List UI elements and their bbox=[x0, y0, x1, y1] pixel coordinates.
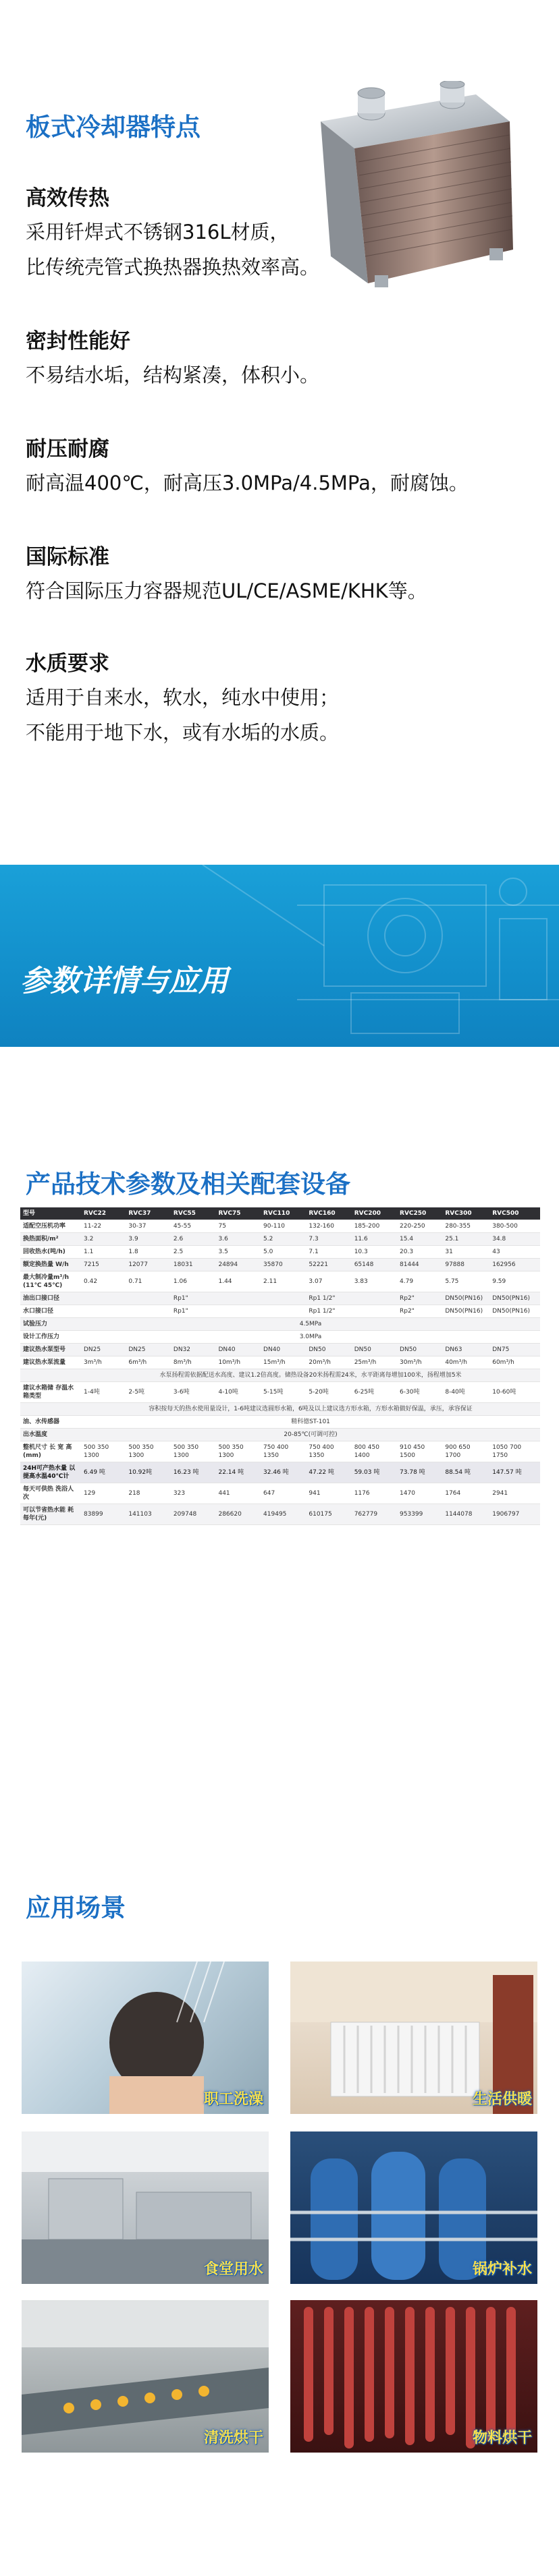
spec-cell: 7.3 bbox=[306, 1233, 351, 1246]
spec-cell: Rp2" bbox=[397, 1305, 442, 1318]
spec-cell: 5-15吨 bbox=[261, 1382, 306, 1403]
spec-cell: 25.1 bbox=[442, 1233, 489, 1246]
spec-cell: 精科德ST-101 bbox=[81, 1416, 540, 1429]
spec-cell: 8m³/h bbox=[171, 1356, 216, 1369]
spec-cell: DN50(PN16) bbox=[442, 1305, 489, 1318]
spec-cell: DN50 bbox=[397, 1344, 442, 1356]
spec-cell: 220-250 bbox=[397, 1220, 442, 1233]
spec-cell: DN75 bbox=[489, 1344, 540, 1356]
feature-heading-water-quality: 水质要求 bbox=[26, 652, 109, 676]
scene-label: 锅炉补水 bbox=[472, 2261, 532, 2278]
feature-text: 耐高温400℃，耐高压3.0MPa/4.5MPa，耐腐蚀。 bbox=[26, 471, 469, 494]
spec-cell: 88.54 吨 bbox=[442, 1462, 489, 1483]
spec-row-label: 24H可产热水量 以提高水温40℃计 bbox=[20, 1462, 81, 1483]
spec-cell: DN50(PN16) bbox=[442, 1292, 489, 1305]
spec-row bbox=[20, 1382, 540, 1403]
spec-cell: 910 450 1500 bbox=[397, 1441, 442, 1462]
feature-heading-standards: 国际标准 bbox=[26, 545, 109, 569]
spec-cell: 380-500 bbox=[489, 1220, 540, 1233]
spec-header-cell: RVC55 bbox=[171, 1207, 216, 1220]
spec-cell: 2941 bbox=[489, 1483, 540, 1504]
spec-cell: DN50(PN16) bbox=[489, 1305, 540, 1318]
spec-cell: 水泵扬程需依据配送水高度、建议1.2倍高度。储热设备20米扬程需24米，水平距离每增加100米，扬程增加5米 bbox=[81, 1369, 540, 1382]
spec-cell: 30m³/h bbox=[397, 1356, 442, 1369]
spec-cell: 500 350 1300 bbox=[171, 1441, 216, 1462]
spec-cell: 3.6 bbox=[215, 1233, 261, 1246]
spec-cell: 10m³/h bbox=[215, 1356, 261, 1369]
spec-row-label: 建议水箱储 存温水箱类型 bbox=[20, 1382, 81, 1403]
spec-cell bbox=[126, 1305, 171, 1318]
spec-cell: 1176 bbox=[352, 1483, 397, 1504]
spec-cell: 323 bbox=[171, 1483, 216, 1504]
spec-row-label: 每天可供热 洗浴人次 bbox=[20, 1483, 81, 1504]
spec-cell: 3.5 bbox=[215, 1246, 261, 1259]
spec-cell: 4.5MPa bbox=[81, 1318, 540, 1331]
spec-cell: 147.57 吨 bbox=[489, 1462, 540, 1483]
spec-cell: 3.2 bbox=[81, 1233, 126, 1246]
scene-washing bbox=[22, 2300, 269, 2453]
spec-cell: 11-22 bbox=[81, 1220, 126, 1233]
spec-cell: 25m³/h bbox=[352, 1356, 397, 1369]
spec-row-label: 出水温度 bbox=[20, 1429, 81, 1441]
spec-cell: 15m³/h bbox=[261, 1356, 306, 1369]
spec-row bbox=[20, 1344, 540, 1356]
feature-text: 符合国际压力容器规范UL/CE/ASME/KHK等。 bbox=[26, 579, 427, 602]
spec-cell: 3.9 bbox=[126, 1233, 171, 1246]
spec-cell: 16.23 吨 bbox=[171, 1462, 216, 1483]
feature-text: 不易结水垢，结构紧凑，体积小。 bbox=[26, 364, 320, 387]
features-title: 板式冷却器特点 bbox=[26, 113, 201, 142]
spec-cell: 610175 bbox=[306, 1504, 351, 1525]
spec-cell: DN40 bbox=[215, 1344, 261, 1356]
spec-cell: 32.46 吨 bbox=[261, 1462, 306, 1483]
spec-cell: Rp1 1/2" bbox=[306, 1292, 351, 1305]
spec-cell: 3-6吨 bbox=[171, 1382, 216, 1403]
spec-row-label: 油出口接口径 bbox=[20, 1292, 81, 1305]
spec-cell: 6.49 吨 bbox=[81, 1462, 126, 1483]
spec-cell: 3.07 bbox=[306, 1271, 351, 1292]
spec-cell: 40m³/h bbox=[442, 1356, 489, 1369]
feature-heading-pressure: 耐压耐腐 bbox=[26, 437, 109, 461]
spec-cell: 1.1 bbox=[81, 1246, 126, 1259]
spec-cell: 1.06 bbox=[171, 1271, 216, 1292]
spec-row-label: 建议热水泵流量 bbox=[20, 1356, 81, 1369]
spec-row bbox=[20, 1318, 540, 1331]
spec-cell: 45-55 bbox=[171, 1220, 216, 1233]
spec-header-cell: RVC200 bbox=[352, 1207, 397, 1220]
spec-cell: 10.92吨 bbox=[126, 1462, 171, 1483]
spec-cell: 6m³/h bbox=[126, 1356, 171, 1369]
spec-cell bbox=[261, 1305, 306, 1318]
spec-cell: 500 350 1300 bbox=[215, 1441, 261, 1462]
spec-header-cell: RVC160 bbox=[306, 1207, 351, 1220]
spec-cell: 419495 bbox=[261, 1504, 306, 1525]
spec-cell: 31 bbox=[442, 1246, 489, 1259]
spec-cell: 1.44 bbox=[215, 1271, 261, 1292]
spec-cell: 750 400 1350 bbox=[306, 1441, 351, 1462]
spec-cell: 5-20吨 bbox=[306, 1382, 351, 1403]
spec-cell: 20-85℃(可调可控) bbox=[81, 1429, 540, 1441]
spec-cell: 2.6 bbox=[171, 1233, 216, 1246]
spec-cell: Rp1" bbox=[171, 1292, 216, 1305]
spec-row-label: 额定换热量 W/h bbox=[20, 1259, 81, 1271]
spec-cell: DN25 bbox=[81, 1344, 126, 1356]
spec-cell: 59.03 吨 bbox=[352, 1462, 397, 1483]
spec-cell: 20m³/h bbox=[306, 1356, 351, 1369]
spec-cell: 容积按每天的热水使用量设计，1-6吨建议选圆形水箱，6吨及以上建议选方形水箱，方形水箱做好保温，承压，承容保证 bbox=[81, 1403, 540, 1416]
spec-row-label bbox=[20, 1403, 81, 1416]
applications-title: 应用场景 bbox=[26, 1893, 126, 1922]
spec-row bbox=[20, 1504, 540, 1525]
feature-text: 比传统壳管式换热器换热效率高。 bbox=[26, 256, 320, 279]
spec-row bbox=[20, 1416, 540, 1429]
spec-cell: 52221 bbox=[306, 1259, 351, 1271]
spec-row bbox=[20, 1483, 540, 1504]
spec-cell: 1-4吨 bbox=[81, 1382, 126, 1403]
spec-cell: 3.0MPa bbox=[81, 1331, 540, 1344]
plate-heat-exchanger-image bbox=[307, 81, 523, 297]
spec-cell: 0.42 bbox=[81, 1271, 126, 1292]
spec-cell: 2-5吨 bbox=[126, 1382, 171, 1403]
spec-cell: 15.4 bbox=[397, 1233, 442, 1246]
spec-row bbox=[20, 1292, 540, 1305]
spec-cell: 47.22 吨 bbox=[306, 1462, 351, 1483]
spec-cell: 11.6 bbox=[352, 1233, 397, 1246]
feature-heading-sealing: 密封性能好 bbox=[26, 329, 130, 353]
spec-cell: 900 650 1700 bbox=[442, 1441, 489, 1462]
spec-row-label: 水口接口径 bbox=[20, 1305, 81, 1318]
spec-row bbox=[20, 1259, 540, 1271]
spec-row-label: 油、水传感器 bbox=[20, 1416, 81, 1429]
spec-cell: DN40 bbox=[261, 1344, 306, 1356]
specs-title: 产品技术参数及相关配套设备 bbox=[26, 1170, 350, 1199]
spec-row-label: 设计工作压力 bbox=[20, 1331, 81, 1344]
spec-cell: 1144078 bbox=[442, 1504, 489, 1525]
spec-cell: 141103 bbox=[126, 1504, 171, 1525]
spec-cell: DN50(PN16) bbox=[489, 1292, 540, 1305]
spec-cell: 1470 bbox=[397, 1483, 442, 1504]
spec-cell bbox=[352, 1292, 397, 1305]
feature-text: 不能用于地下水，或有水垢的水质。 bbox=[26, 721, 340, 744]
spec-cell: 218 bbox=[126, 1483, 171, 1504]
scene-label: 生活供暖 bbox=[472, 2091, 532, 2108]
scene-label: 职工洗澡 bbox=[203, 2091, 263, 2108]
spec-cell: 4.79 bbox=[397, 1271, 442, 1292]
spec-cell: 83899 bbox=[81, 1504, 126, 1525]
spec-row bbox=[20, 1462, 540, 1483]
spec-cell: DN25 bbox=[126, 1344, 171, 1356]
spec-header-cell: RVC37 bbox=[126, 1207, 171, 1220]
spec-cell: 2.5 bbox=[171, 1246, 216, 1259]
spec-cell: 24894 bbox=[215, 1259, 261, 1271]
spec-cell: 209748 bbox=[171, 1504, 216, 1525]
spec-cell: DN50 bbox=[306, 1344, 351, 1356]
spec-cell: 60m³/h bbox=[489, 1356, 540, 1369]
spec-cell bbox=[215, 1292, 261, 1305]
spec-row bbox=[20, 1305, 540, 1318]
spec-cell: 1764 bbox=[442, 1483, 489, 1504]
feature-text: 适用于自来水，软水，纯水中使用； bbox=[26, 686, 340, 709]
spec-cell: 1.8 bbox=[126, 1246, 171, 1259]
spec-cell: Rp1 1/2" bbox=[306, 1305, 351, 1318]
spec-row-label: 适配空压机功率 bbox=[20, 1220, 81, 1233]
banner-title: 参数详情与应用 bbox=[20, 964, 228, 998]
spec-cell bbox=[352, 1305, 397, 1318]
spec-cell: DN63 bbox=[442, 1344, 489, 1356]
spec-cell: Rp1" bbox=[171, 1305, 216, 1318]
scene-label: 清洗烘干 bbox=[203, 2430, 263, 2446]
spec-cell: Rp2" bbox=[397, 1292, 442, 1305]
spec-cell: 7215 bbox=[81, 1259, 126, 1271]
spec-row-label: 建议热水泵型号 bbox=[20, 1344, 81, 1356]
spec-row-label: 换热面积/m² bbox=[20, 1233, 81, 1246]
spec-cell: 10.3 bbox=[352, 1246, 397, 1259]
spec-cell: 500 350 1300 bbox=[126, 1441, 171, 1462]
spec-cell bbox=[126, 1292, 171, 1305]
spec-row bbox=[20, 1331, 540, 1344]
spec-row-label: 整机尺寸 长 宽 高 (mm) bbox=[20, 1441, 81, 1462]
spec-row bbox=[20, 1441, 540, 1462]
spec-cell: 73.78 吨 bbox=[397, 1462, 442, 1483]
spec-cell: 3.83 bbox=[352, 1271, 397, 1292]
spec-header-cell: RVC22 bbox=[81, 1207, 126, 1220]
spec-row bbox=[20, 1246, 540, 1259]
scene-boiler bbox=[290, 2131, 537, 2284]
blueprint-pattern bbox=[0, 865, 559, 1047]
spec-table bbox=[20, 1207, 540, 1525]
spec-row-label bbox=[20, 1369, 81, 1382]
spec-cell: 97888 bbox=[442, 1259, 489, 1271]
spec-cell: 800 450 1400 bbox=[352, 1441, 397, 1462]
spec-cell bbox=[81, 1305, 126, 1318]
scene-canteen bbox=[22, 2131, 269, 2284]
spec-header-cell: RVC500 bbox=[489, 1207, 540, 1220]
spec-cell: 35870 bbox=[261, 1259, 306, 1271]
spec-row bbox=[20, 1369, 540, 1382]
scene-heating bbox=[290, 1962, 537, 2114]
spec-cell: 129 bbox=[81, 1483, 126, 1504]
spec-row bbox=[20, 1271, 540, 1292]
spec-cell: 10-60吨 bbox=[489, 1382, 540, 1403]
spec-cell: 953399 bbox=[397, 1504, 442, 1525]
spec-cell: DN50 bbox=[352, 1344, 397, 1356]
feature-text: 采用钎焊式不锈钢316L材质， bbox=[26, 221, 290, 244]
section-banner bbox=[0, 865, 559, 1047]
spec-cell: 5.75 bbox=[442, 1271, 489, 1292]
spec-cell: 162956 bbox=[489, 1259, 540, 1271]
spec-cell: 941 bbox=[306, 1483, 351, 1504]
spec-cell: 762779 bbox=[352, 1504, 397, 1525]
spec-cell: 30-37 bbox=[126, 1220, 171, 1233]
spec-cell: 20.3 bbox=[397, 1246, 442, 1259]
spec-cell: 5.2 bbox=[261, 1233, 306, 1246]
spec-row bbox=[20, 1356, 540, 1369]
spec-row bbox=[20, 1233, 540, 1246]
spec-table-header bbox=[20, 1207, 540, 1220]
spec-cell: 81444 bbox=[397, 1259, 442, 1271]
spec-row bbox=[20, 1429, 540, 1441]
spec-row-label: 试验压力 bbox=[20, 1318, 81, 1331]
spec-header-cell: RVC300 bbox=[442, 1207, 489, 1220]
spec-cell: 8-40吨 bbox=[442, 1382, 489, 1403]
spec-header-cell: RVC250 bbox=[397, 1207, 442, 1220]
scene-drying bbox=[290, 2300, 537, 2453]
spec-cell: 132-160 bbox=[306, 1220, 351, 1233]
spec-header-cell: RVC75 bbox=[215, 1207, 261, 1220]
spec-cell: 750 400 1350 bbox=[261, 1441, 306, 1462]
spec-row bbox=[20, 1220, 540, 1233]
scene-shower bbox=[22, 1962, 269, 2114]
spec-cell: 75 bbox=[215, 1220, 261, 1233]
spec-row-label: 最大制冷量m³/h (11℃ 45℃) bbox=[20, 1271, 81, 1292]
spec-cell: 34.8 bbox=[489, 1233, 540, 1246]
spec-cell: 6-30吨 bbox=[397, 1382, 442, 1403]
spec-cell: 1906797 bbox=[489, 1504, 540, 1525]
spec-cell: 500 350 1300 bbox=[81, 1441, 126, 1462]
spec-cell: 3m³/h bbox=[81, 1356, 126, 1369]
spec-cell: 2.11 bbox=[261, 1271, 306, 1292]
spec-cell: 12077 bbox=[126, 1259, 171, 1271]
scene-label: 食堂用水 bbox=[203, 2261, 263, 2278]
spec-cell: 441 bbox=[215, 1483, 261, 1504]
spec-cell: 286620 bbox=[215, 1504, 261, 1525]
spec-cell: 6-25吨 bbox=[352, 1382, 397, 1403]
spec-cell: 4-10吨 bbox=[215, 1382, 261, 1403]
spec-cell: 647 bbox=[261, 1483, 306, 1504]
spec-cell: 18031 bbox=[171, 1259, 216, 1271]
spec-cell: 280-355 bbox=[442, 1220, 489, 1233]
spec-cell: 43 bbox=[489, 1246, 540, 1259]
spec-cell: 7.1 bbox=[306, 1246, 351, 1259]
spec-cell bbox=[261, 1292, 306, 1305]
spec-cell: 0.71 bbox=[126, 1271, 171, 1292]
spec-cell: 65148 bbox=[352, 1259, 397, 1271]
spec-cell: 9.59 bbox=[489, 1271, 540, 1292]
spec-row-label: 回收热水(吨/h) bbox=[20, 1246, 81, 1259]
spec-cell: 90-110 bbox=[261, 1220, 306, 1233]
spec-cell bbox=[81, 1292, 126, 1305]
spec-cell: 1050 700 1750 bbox=[489, 1441, 540, 1462]
spec-cell bbox=[215, 1305, 261, 1318]
scene-label: 物料烘干 bbox=[472, 2430, 532, 2446]
feature-heading-heat-transfer: 高效传热 bbox=[26, 186, 109, 210]
spec-cell: 5.0 bbox=[261, 1246, 306, 1259]
spec-cell: 22.14 吨 bbox=[215, 1462, 261, 1483]
spec-row-label: 可以节省热水能 耗每年(元) bbox=[20, 1504, 81, 1525]
spec-header-cell: 型号 bbox=[20, 1207, 81, 1220]
spec-cell: 185-200 bbox=[352, 1220, 397, 1233]
spec-cell: DN32 bbox=[171, 1344, 216, 1356]
spec-row bbox=[20, 1403, 540, 1416]
spec-header-cell: RVC110 bbox=[261, 1207, 306, 1220]
